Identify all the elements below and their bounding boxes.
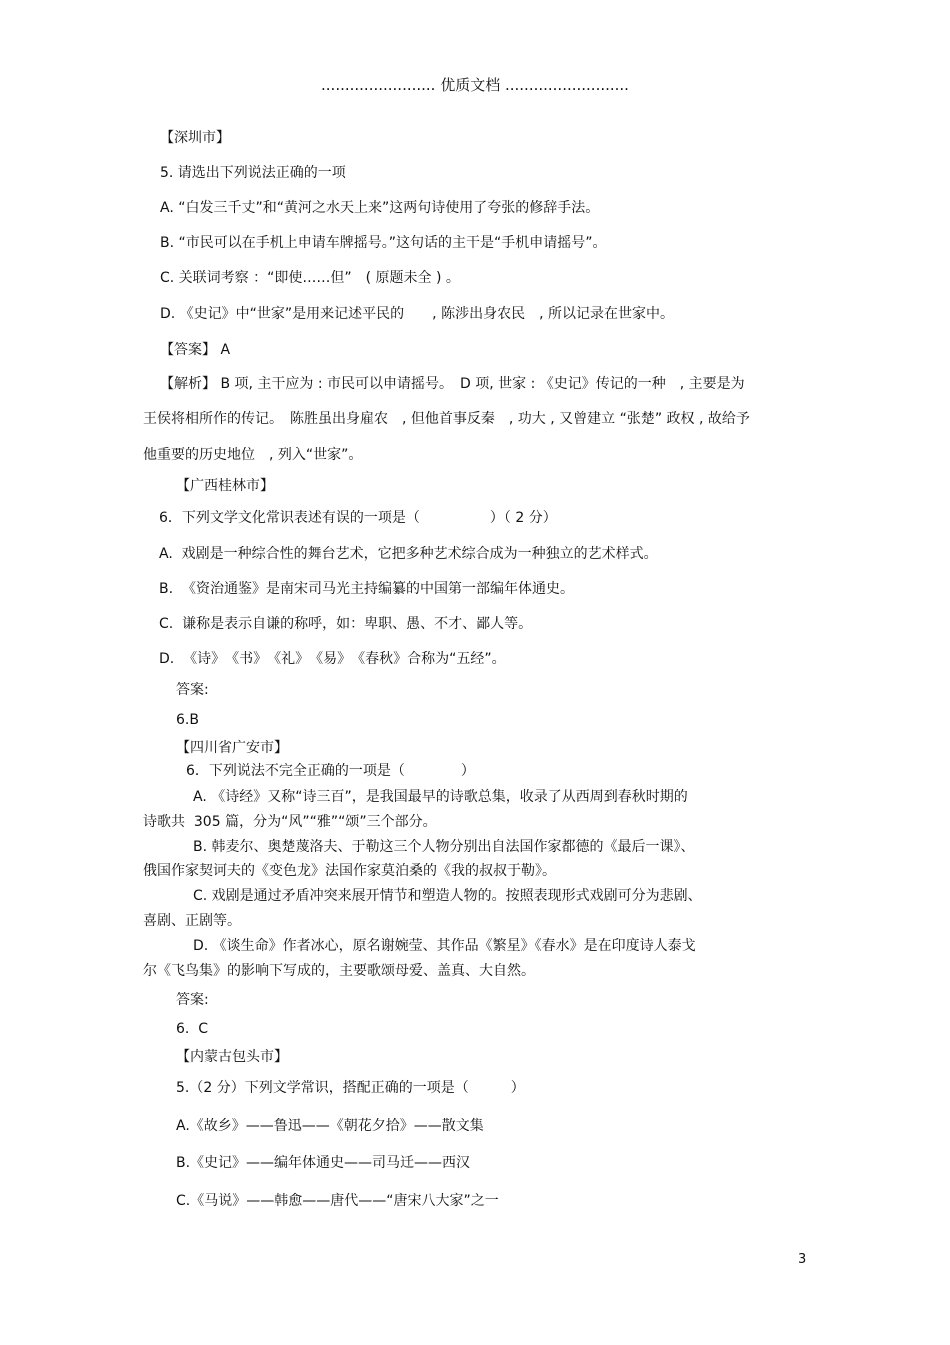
page-header: ........................ 优质文档 ..........................: [321, 76, 629, 94]
question-text: 6．下列说法不完全正确的一项是（ ）: [186, 763, 475, 779]
region-heading: 【内蒙古包头市】: [176, 1049, 288, 1065]
answer-label: 答案:: [176, 682, 209, 698]
option-line: 俄国作家契诃夫的《变色龙》法国作家莫泊桑的《我的叔叔于勒》。: [143, 863, 556, 879]
answer-text: 6.B: [176, 712, 199, 728]
option-a: A. “白发三千丈”和“黄河之水天上来”这两句诗使用了夸张的修辞手法。: [160, 200, 600, 216]
region-heading: 【深圳市】: [160, 130, 230, 146]
option-line: 喜剧、正剧等。: [143, 913, 241, 929]
option-line: 尔《飞鸟集》的影响下写成的，主要歌颂母爱、盖真、大自然。: [143, 963, 535, 979]
option-c: C.《马说》——韩愈——唐代——“唐宋八大家”之一: [176, 1193, 499, 1209]
question-text: 6．下列文学文化常识表述有误的一项是（ ）（ 2 分）: [159, 510, 557, 526]
option-line: A. 《诗经》又称“诗三百”，是我国最早的诗歌总集，收录了从西周到春秋时期的: [193, 789, 688, 805]
option-d: D. 《史记》中“世家”是用来记述平民的 , 陈涉出身农民 , 所以记录在世家中。: [160, 306, 674, 322]
region-heading: 【广西桂林市】: [176, 478, 274, 494]
option-c: C. 谦称是表示自谦的称呼，如：卑职、愚、不才、鄙人等。: [159, 616, 533, 632]
option-c: C. 关联词考察 ：“即使……但” ( 原题未全 ) 。: [160, 270, 460, 286]
option-line: B. 韩麦尔、奥楚蔑洛夫、于勒这三个人物分别出自法国作家都德的《最后一课》、: [193, 839, 695, 855]
answer-label: 答案:: [176, 992, 209, 1008]
option-b: B. “市民可以在手机上申请车牌摇号。”这句话的主干是“手机申请摇号”。: [160, 235, 607, 251]
analysis-line: 王侯将相所作的传记。 陈胜虽出身雇农 , 但他首事反秦 , 功大 , 又曾建立 “张楚” 政权 , 故给予: [143, 411, 750, 427]
option-line: D. 《谈生命》作者冰心，原名谢婉莹、其作品《繁星》《春水》是在印度诗人泰戈: [193, 938, 696, 954]
option-line: 诗歌共 305 篇，分为“风”“雅”“颂”三个部分。: [143, 814, 437, 830]
answer-text: 6. C: [176, 1021, 209, 1037]
option-b: B. 《资治通鉴》是南宋司马光主持编纂的中国第一部编年体通史。: [159, 581, 574, 597]
analysis-line: 【解析】 B 项, 主干应为 : 市民可以申请摇号。 D 项, 世家 : 《史记》传记的一种 , 主要是为: [160, 376, 745, 392]
question-text: 5. 请选出下列说法正确的一项: [160, 165, 346, 181]
option-a: A.《故乡》——鲁迅——《朝花夕拾》——散文集: [176, 1118, 484, 1134]
option-a: A. 戏剧是一种综合性的舞台艺术，它把多种艺术综合成为一种独立的艺术样式。: [159, 546, 658, 562]
analysis-line: 他重要的历史地位 , 列入“世家”。: [143, 447, 363, 463]
question-text: 5.（2 分）下列文学常识，搭配正确的一项是（ ）: [176, 1080, 525, 1096]
page-number: 3: [798, 1252, 807, 1267]
option-line: C. 戏剧是通过矛盾冲突来展开情节和塑造人物的。按照表现形式戏剧可分为悲剧、: [193, 888, 702, 904]
answer-text: 【答案】 A: [160, 342, 231, 358]
region-heading: 【四川省广安市】: [176, 740, 288, 756]
option-b: B.《史记》——编年体通史——司马迁——西汉: [176, 1155, 471, 1171]
option-d: D. 《诗》 《书》 《礼》 《易》 《春秋》合称为“五经”。: [159, 651, 506, 667]
